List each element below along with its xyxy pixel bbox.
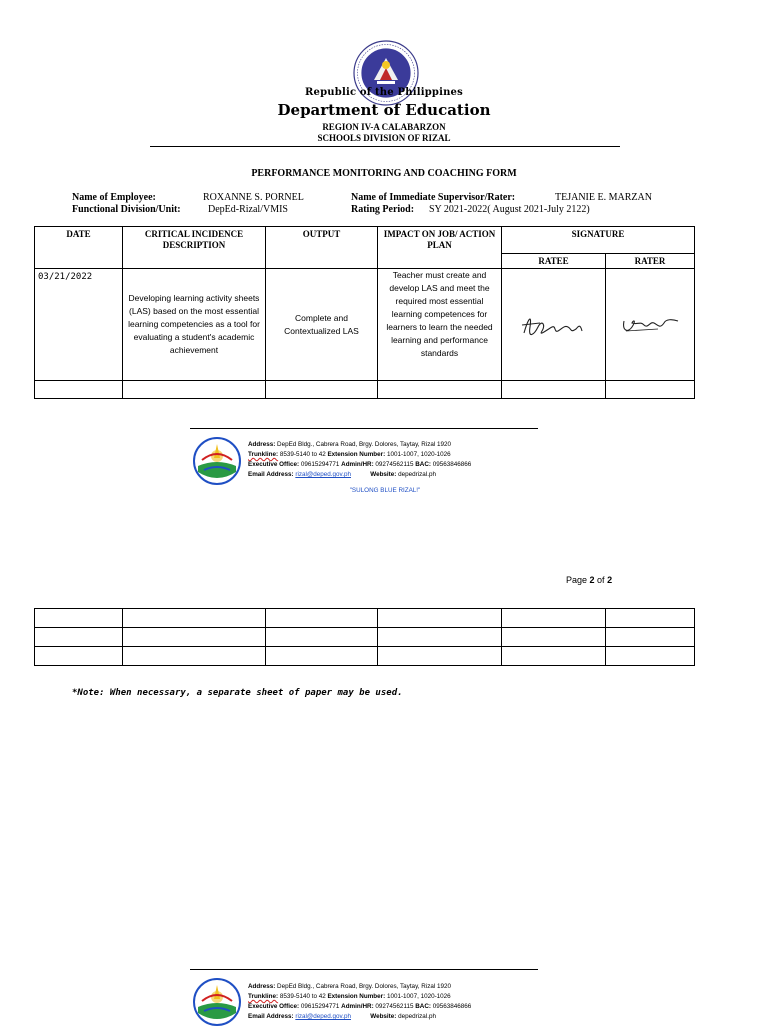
footer-divider [190, 428, 538, 429]
employee-value: ROXANNE S. PORNEL [203, 192, 304, 203]
email-link[interactable]: rizal@deped.gov.ph [295, 1013, 351, 1020]
col-signature-header: SIGNATURE [502, 227, 695, 254]
employee-label: Name of Employee: [72, 192, 156, 203]
rater-signature [606, 269, 695, 381]
col-ratee-header: RATEE [502, 254, 606, 269]
division-label: Functional Division/Unit: [72, 204, 181, 215]
republic-text: Republic of the Philippines [305, 87, 463, 98]
footer-contact: Address: DepEd Bldg., Cabrera Road, Brgy. Dolores, Taytay, Rizal 1920 Trunkline: 8539-5140 to 42 Extension Number: 1001-1007, 1020-1026 Executive Office: 09615294771 Admin/HR: 09274562115 BAC: 09563846866 Email Address: rizal@deped.gov.ph Website: depedrizal.ph [248, 441, 472, 478]
table-row [35, 269, 695, 381]
header-divider [150, 146, 620, 147]
division-text: SCHOOLS DIVISION OF RIZAL [317, 133, 451, 143]
footer-divider [190, 969, 538, 970]
email-link[interactable]: rizal@deped.gov.ph [295, 471, 351, 478]
row-date: 03/21/2022 [35, 269, 123, 381]
ratee-signature-image [518, 305, 590, 345]
supervisor-value: TEJANIE E. MARZAN [555, 192, 652, 203]
col-rater-header: RATER [606, 254, 695, 269]
region-text: REGION IV-A CALABARZON [322, 122, 446, 132]
rizal-division-logo [192, 977, 242, 1027]
period-value: SY 2021-2022( August 2021-July 2122) [429, 204, 590, 215]
coaching-table [34, 226, 695, 399]
col-incidence-header: CRITICAL INCIDENCE DESCRIPTION [123, 227, 266, 269]
table-row [35, 647, 695, 666]
period-label: Rating Period: [351, 204, 415, 215]
rater-signature-image [618, 307, 682, 343]
department-title: Department of Education [277, 101, 491, 119]
col-output-header: OUTPUT [266, 227, 378, 269]
col-date-header: DATE [35, 227, 123, 269]
form-title: PERFORMANCE MONITORING AND COACHING FORM [251, 168, 517, 179]
ratee-signature [502, 269, 606, 381]
page-number: Page 2 of 2 [566, 575, 613, 585]
table-row [35, 628, 695, 647]
rizal-division-logo [192, 436, 242, 486]
row-incidence: Developing learning activity sheets (LAS) based on the most essential learning competencies as a tool for evaluating a student's academic achievement [123, 269, 266, 381]
blank-table [34, 608, 695, 666]
row-output: Complete and Contextualized LAS [266, 269, 378, 381]
table-row [35, 381, 695, 399]
col-impact-header: IMPACT ON JOB/ ACTION PLAN [378, 227, 502, 269]
note-text: *Note: When necessary, a separate sheet of paper may be used. [72, 688, 403, 698]
slogan-text: "SULONG BLUE RIZAL!" [349, 487, 421, 494]
footer-contact: Address: DepEd Bldg., Cabrera Road, Brgy. Dolores, Taytay, Rizal 1920 Trunkline: 8539-5140 to 42 Extension Number: 1001-1007, 1020-1026 Executive Office: 09615294771 Admin/HR: 09274562115 BAC: 09563846866 Email Address: rizal@deped.gov.ph Website: depedrizal.ph [248, 983, 472, 1020]
row-impact: Teacher must create and develop LAS and meet the required most essential learning competences for learners to learn the needed learning and performance standards [378, 269, 502, 381]
supervisor-label: Name of Immediate Supervisor/Rater: [351, 192, 516, 203]
division-value: DepEd-Rizal/VMIS [208, 204, 288, 215]
table-row [35, 609, 695, 628]
